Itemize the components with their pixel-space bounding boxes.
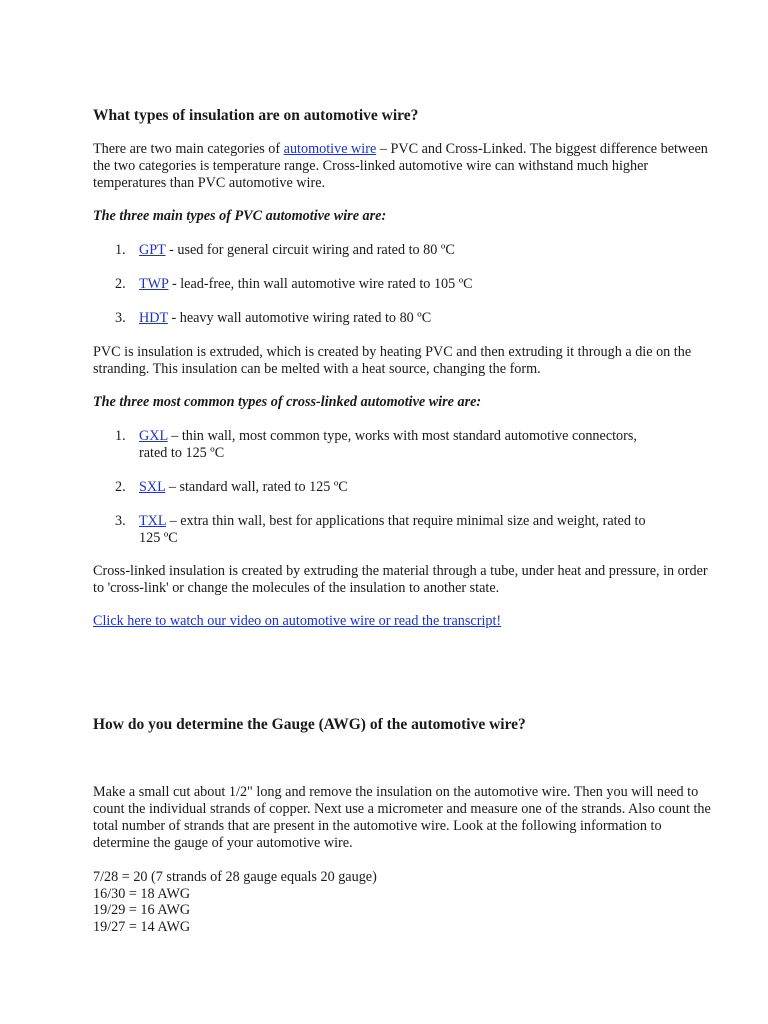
gauge-paragraph: Make a small cut about 1/2" long and remove the insulation on the automotive wire. Then you will need to count the individual strands of copper. Next use a micrometer and measure one of the strands. Also count the total number of strands that are present in the automotive wire. Look at the following information to determine the gauge of your automotive wire.: [93, 784, 711, 851]
video-transcript-link[interactable]: Click here to watch our video on automotive wire or read the transcript!: [93, 613, 502, 629]
list-text: [139, 242, 659, 259]
gpt-description: - used for general circuit wiring and rated to 80 ºC: [165, 242, 455, 258]
list-text: [139, 276, 659, 293]
hdt-description: - heavy wall automotive wiring rated to 80 ºC: [167, 310, 432, 326]
list-number: 1.: [115, 428, 126, 444]
list-number: 2.: [115, 276, 126, 292]
gxl-link[interactable]: GXL: [139, 428, 168, 444]
gpt-link[interactable]: GPT: [139, 242, 166, 258]
list-text: [139, 479, 659, 496]
twp-link[interactable]: TWP: [139, 276, 169, 292]
hdt-link[interactable]: HDT: [139, 310, 168, 326]
list-number: 2.: [115, 479, 126, 495]
pvc-subheading: The three main types of PVC automotive wire are:: [93, 208, 387, 224]
section-heading-insulation: What types of insulation are on automotive wire?: [93, 107, 419, 124]
txl-link[interactable]: TXL: [139, 513, 167, 529]
intro-paragraph: [93, 141, 713, 192]
intro-text-pre: There are two main categories of: [93, 141, 284, 157]
sxl-link[interactable]: SXL: [139, 479, 166, 495]
gxl-description: – thin wall, most common type, works with most standard automotive connectors, rated to 125 ºC: [139, 428, 637, 461]
gauge-line: 19/29 = 16 AWG: [93, 902, 191, 918]
cross-linked-subheading: The three most common types of cross-linked automotive wire are:: [93, 394, 482, 410]
list-text: [139, 513, 659, 547]
gauge-line: 7/28 = 20 (7 strands of 28 gauge equals 20 gauge): [93, 869, 377, 885]
section-heading-gauge: How do you determine the Gauge (AWG) of the automotive wire?: [93, 716, 526, 733]
list-text: [139, 310, 659, 327]
txl-description: – extra thin wall, best for applications that require minimal size and weight, rated to 125 ºC: [139, 513, 646, 546]
list-number: 1.: [115, 242, 126, 258]
twp-description: - lead-free, thin wall automotive wire rated to 105 ºC: [168, 276, 473, 292]
list-number: 3.: [115, 513, 126, 529]
intro-text-post: – PVC and Cross-Linked. The biggest difference between the two categories is temperature range. Cross-linked automotive wire can withstand much higher temperatures than PVC automotive wire.: [93, 141, 708, 191]
gauge-line: 16/30 = 18 AWG: [93, 886, 191, 902]
automotive-wire-link[interactable]: automotive wire: [283, 141, 377, 157]
list-text: [139, 428, 659, 462]
sxl-description: – standard wall, rated to 125 ºC: [165, 479, 348, 495]
video-paragraph: [93, 613, 713, 630]
gauge-line: 19/27 = 14 AWG: [93, 919, 191, 935]
list-number: 3.: [115, 310, 126, 326]
pvc-paragraph: PVC is insulation is extruded, which is created by heating PVC and then extruding it through a die on the stranding. This insulation can be melted with a heat source, changing the form.: [93, 344, 692, 377]
cross-linked-paragraph: Cross-linked insulation is created by extruding the material through a tube, under heat and pressure, in order to 'cross-link' or change the molecules of the insulation to another state.: [93, 563, 708, 596]
